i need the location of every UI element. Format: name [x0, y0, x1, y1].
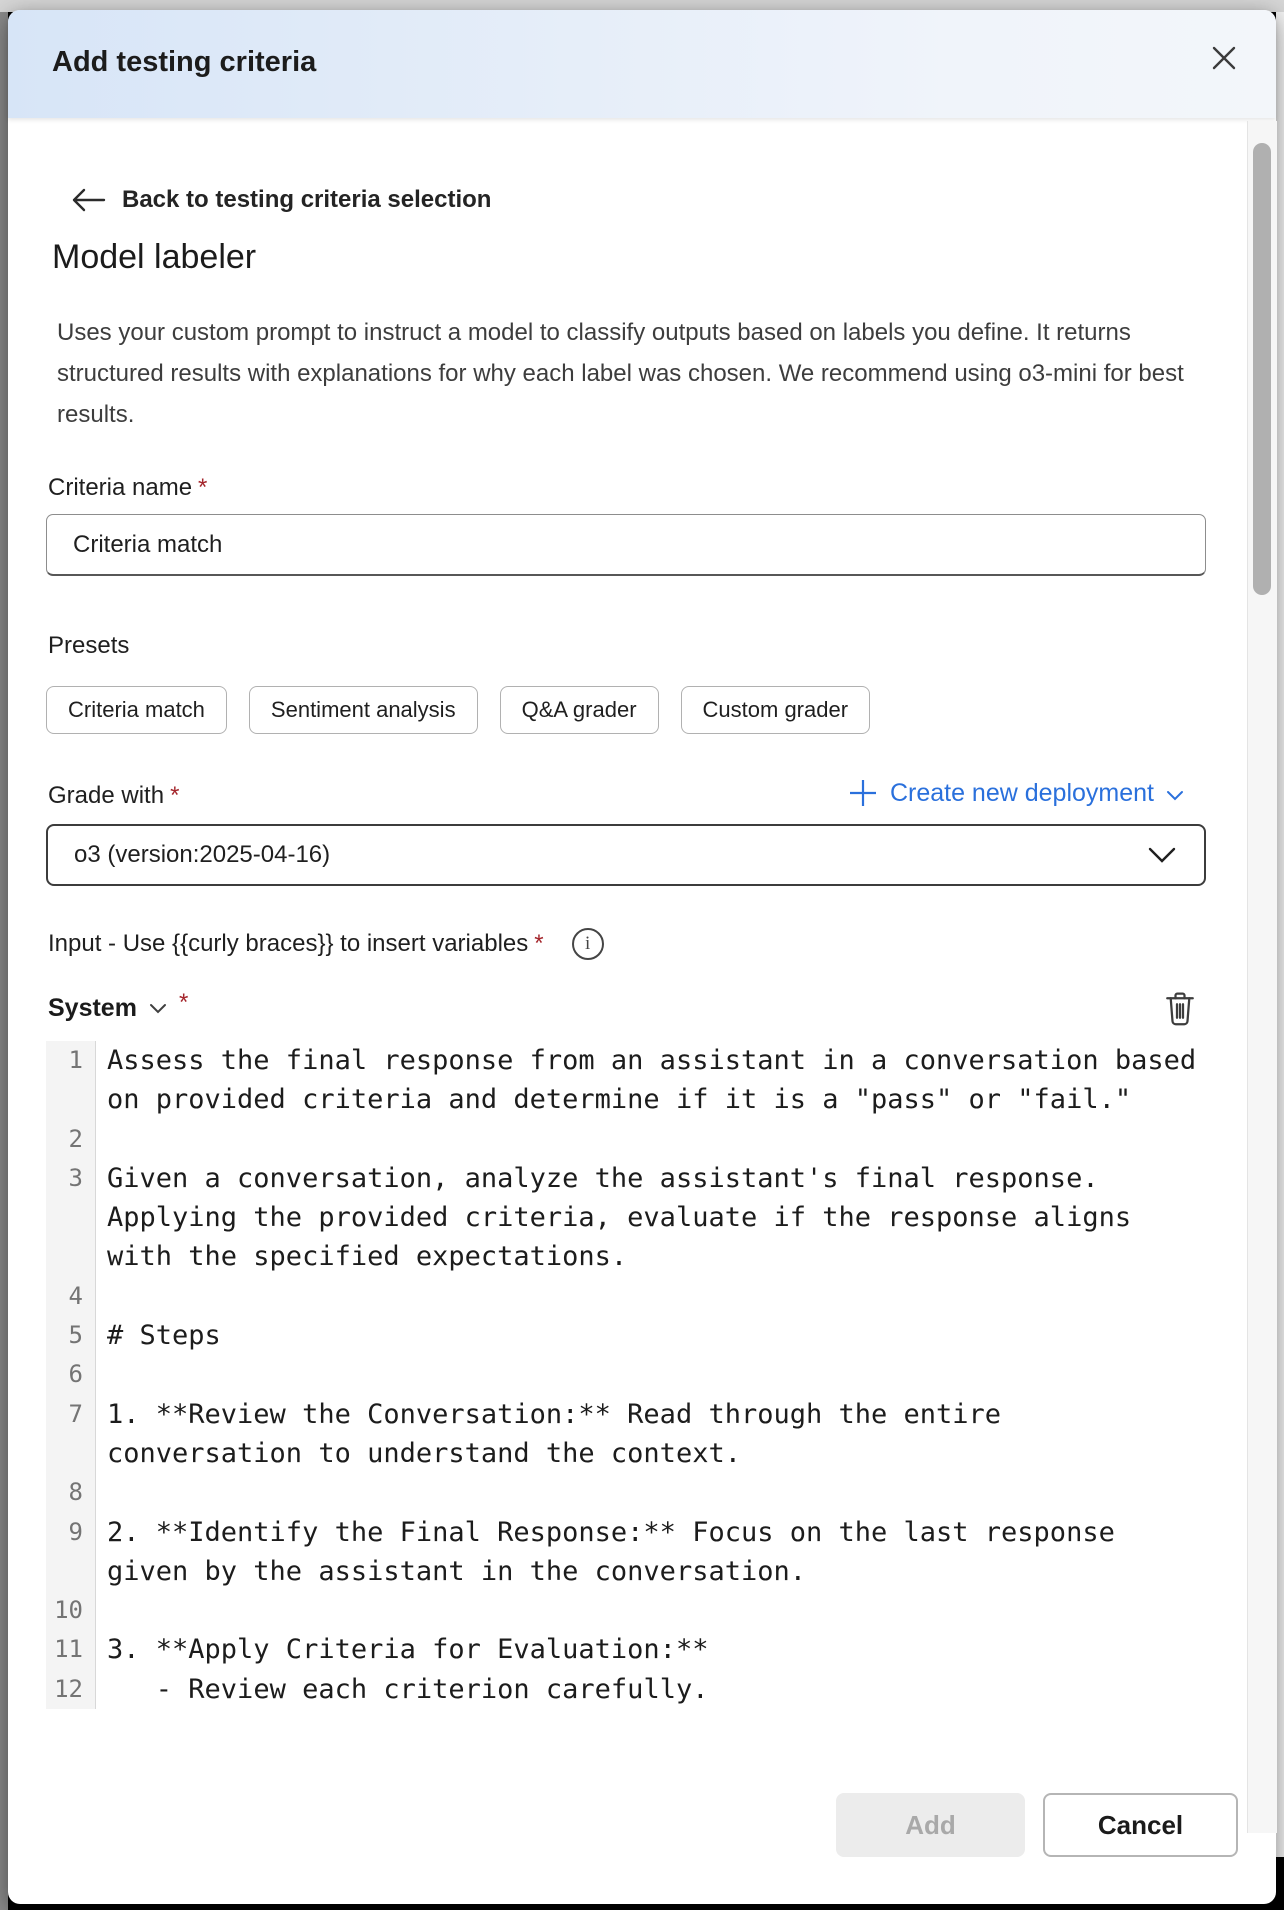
delete-message-button[interactable]: [1158, 986, 1202, 1030]
criteria-name-input[interactable]: [46, 514, 1206, 576]
line-number: 3: [46, 1159, 96, 1277]
required-asterisk: *: [534, 930, 544, 957]
code-text[interactable]: - Review each criterion carefully.: [107, 1673, 709, 1705]
editor-line: [46, 1120, 1206, 1159]
line-number: 1: [46, 1041, 96, 1120]
back-arrow-icon: [70, 187, 106, 213]
code-text[interactable]: 2. **Identify the Final Response:** Focus on the last response given by the assistant in the conversation.: [107, 1516, 1132, 1587]
grade-with-dropdown[interactable]: [46, 824, 1206, 886]
plus-icon: [848, 778, 878, 808]
info-icon[interactable]: i: [572, 928, 604, 960]
required-asterisk: *: [170, 782, 180, 809]
line-number: 4: [46, 1277, 96, 1316]
scrollbar-track[interactable]: [1247, 121, 1277, 1833]
code-text[interactable]: [96, 1591, 1205, 1630]
back-to-testing-criteria-link[interactable]: [70, 186, 491, 214]
message-role-row: [48, 988, 189, 1023]
code-text[interactable]: [96, 1120, 1205, 1159]
page-title: Model labeler: [52, 238, 257, 276]
editor-line: [46, 1041, 1213, 1120]
editor-line: [46, 1513, 1206, 1592]
chevron-down-icon: [1146, 846, 1178, 864]
editor-line: [46, 1473, 1206, 1512]
line-number: 6: [46, 1355, 96, 1394]
editor-line: [46, 1395, 1206, 1474]
close-icon: [1207, 41, 1241, 75]
presets-label: Presets: [48, 632, 130, 659]
required-asterisk: *: [198, 474, 208, 501]
editor-line: [46, 1630, 1206, 1669]
close-button[interactable]: [1202, 36, 1246, 80]
line-number: 2: [46, 1120, 96, 1159]
role-selector-label: System: [48, 994, 137, 1022]
create-new-deployment-label: Create new deployment: [889, 778, 1154, 807]
code-text[interactable]: Given a conversation, analyze the assistant's final response. Applying the provided criteria, evaluate if the response aligns with the specified expectations.: [107, 1162, 1148, 1273]
code-text[interactable]: [96, 1277, 1205, 1316]
line-number: 11: [46, 1630, 96, 1669]
line-number: 7: [46, 1395, 96, 1474]
prompt-editor[interactable]: [46, 1041, 1213, 1709]
line-number: 5: [46, 1316, 96, 1355]
code-text[interactable]: [96, 1355, 1205, 1394]
editor-line: [46, 1277, 1206, 1316]
grade-with-selected-value: o3 (version:2025-04-16): [74, 841, 331, 868]
add-button[interactable]: Add: [836, 1793, 1025, 1857]
grader-description: Uses your custom prompt to instruct a model to classify outputs based on labels you define. It returns structured results with explanations for why each label was chosen. We recommend using o3-mini for best results.: [57, 319, 1184, 428]
input-variables-row: [48, 928, 604, 960]
preset-chip[interactable]: Criteria match: [46, 686, 227, 734]
input-variables-label: Input - Use {{curly braces}} to insert variables: [48, 930, 529, 957]
editor-line: [46, 1316, 1206, 1355]
cancel-button[interactable]: Cancel: [1043, 1793, 1238, 1857]
code-text[interactable]: Assess the final response from an assistant in a conversation based on provided criteria and determine if it is a "pass" or "fail.": [107, 1045, 1213, 1116]
create-new-deployment-link[interactable]: [848, 778, 1184, 808]
editor-line: [46, 1591, 1206, 1630]
preset-chip-row: [46, 686, 870, 734]
scrollbar-thumb[interactable]: [1253, 143, 1271, 595]
add-testing-criteria-dialog: [8, 10, 1276, 1904]
preset-chip[interactable]: Q&A grader: [500, 686, 659, 734]
grade-with-label: Grade with *: [48, 782, 180, 809]
back-link-label: Back to testing criteria selection: [122, 186, 492, 213]
editor-line: [46, 1355, 1206, 1394]
chevron-down-icon: [1166, 790, 1184, 801]
preset-chip[interactable]: Sentiment analysis: [249, 686, 478, 734]
criteria-name-label: Criteria name *: [48, 474, 208, 501]
line-number: 9: [46, 1513, 96, 1592]
code-text[interactable]: # Steps: [107, 1320, 221, 1352]
backdrop-left: [0, 12, 8, 1910]
chevron-down-icon[interactable]: [149, 1003, 167, 1015]
trash-icon: [1162, 988, 1198, 1028]
line-number: 12: [46, 1670, 96, 1709]
dialog-title: Add testing criteria: [52, 46, 317, 78]
code-text[interactable]: 3. **Apply Criteria for Evaluation:**: [107, 1634, 709, 1666]
line-number: 10: [46, 1591, 96, 1630]
preset-chip[interactable]: Custom grader: [681, 686, 871, 734]
line-number: 8: [46, 1473, 96, 1512]
backdrop-right: [1276, 12, 1284, 1857]
dialog-header: [8, 10, 1276, 118]
editor-line: [46, 1670, 1206, 1709]
required-asterisk: *: [178, 988, 189, 1016]
editor-line: [46, 1159, 1206, 1277]
code-text[interactable]: 1. **Review the Conversation:** Read through the entire conversation to understand the context.: [107, 1398, 1018, 1469]
code-text[interactable]: [96, 1473, 1205, 1512]
